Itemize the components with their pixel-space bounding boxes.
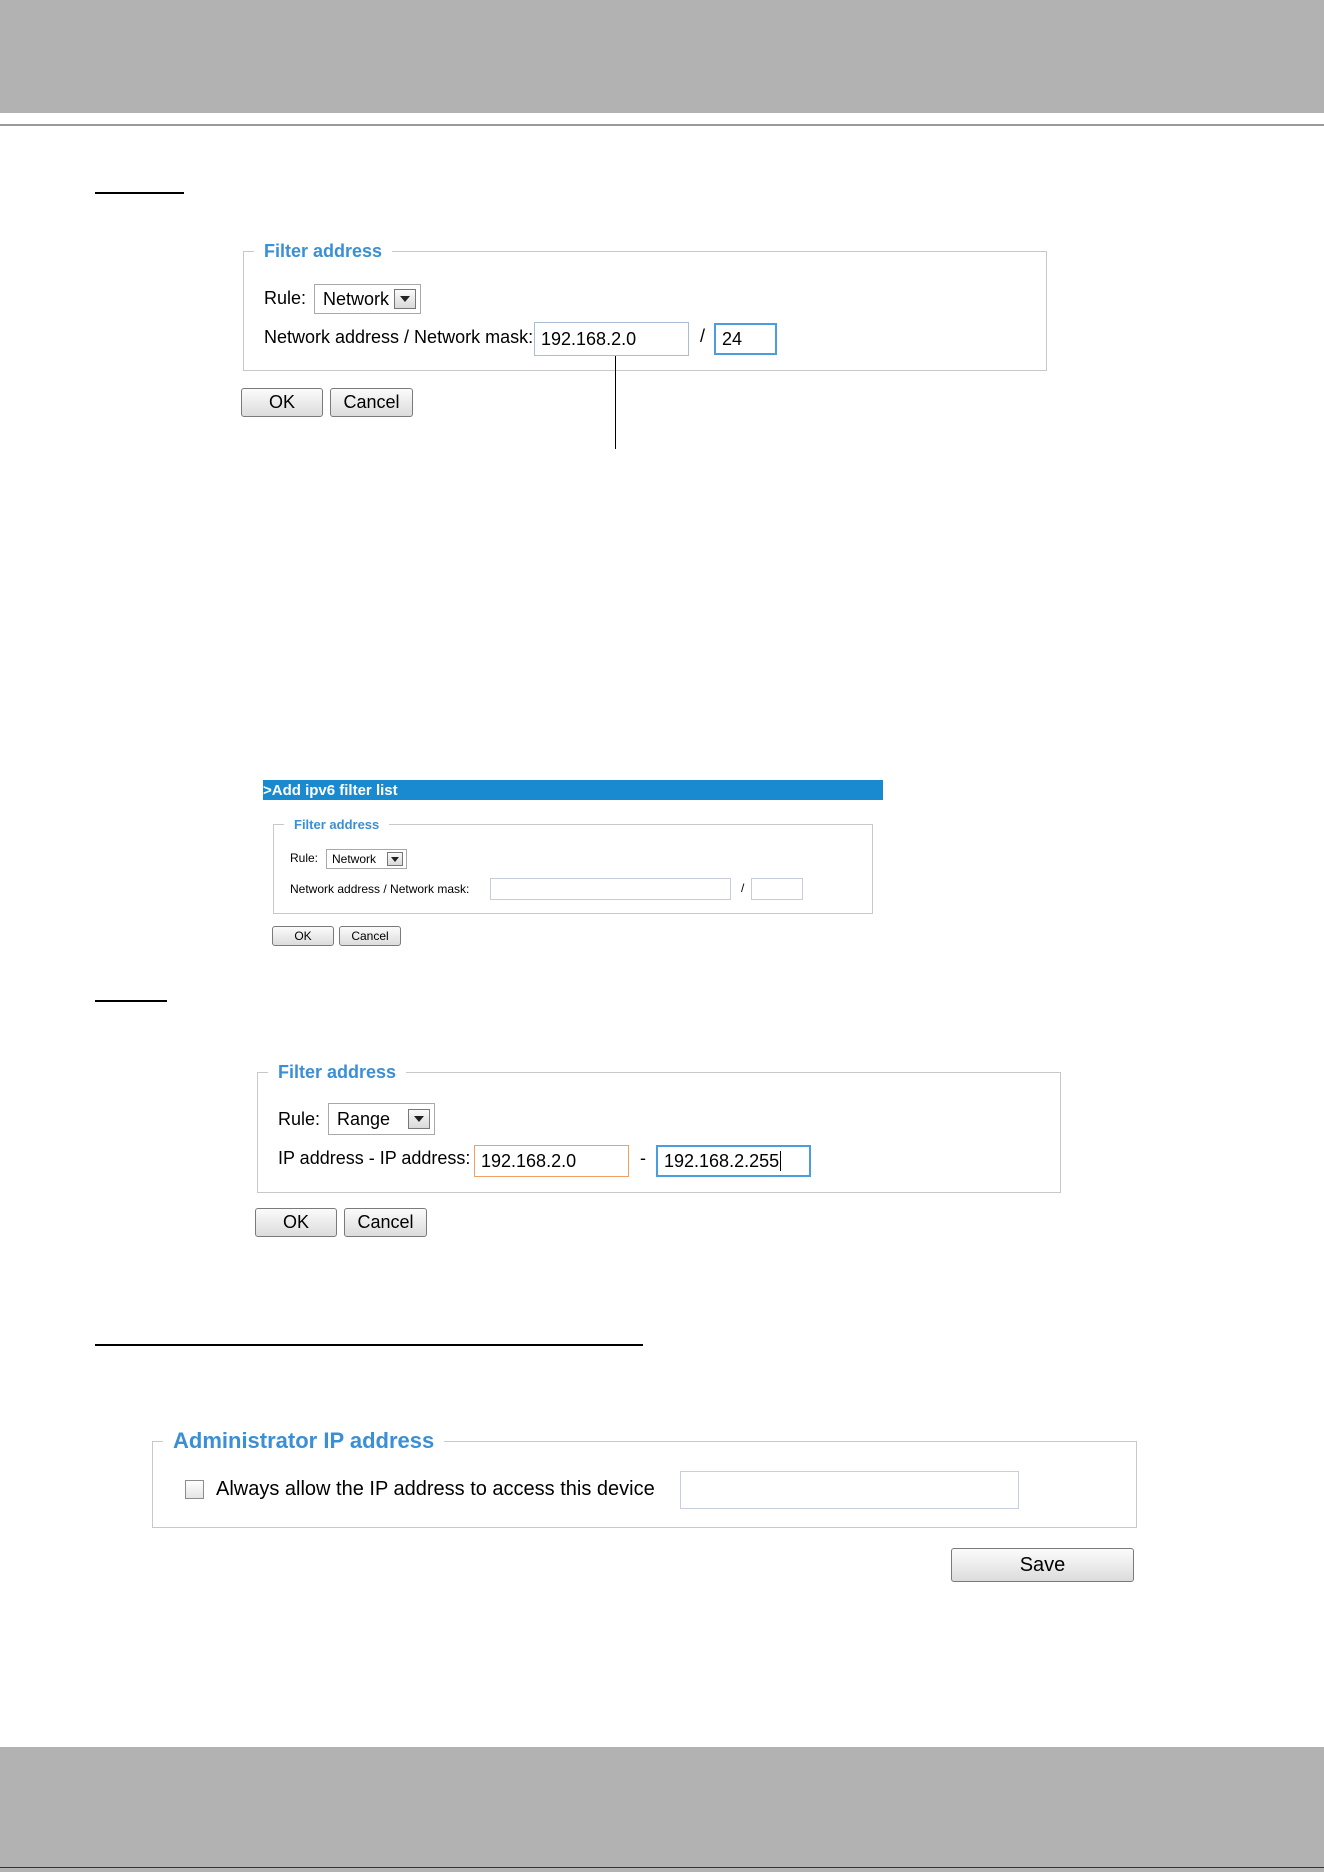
footer-band <box>0 1747 1324 1872</box>
ipv6-filter-title-bar: >Add ipv6 filter list <box>263 780 883 800</box>
rule-select[interactable] <box>314 284 421 314</box>
ipv6-network-address-input[interactable] <box>490 878 731 900</box>
header-band <box>0 0 1324 113</box>
ip-range-label: IP address - IP address: <box>278 1148 471 1168</box>
range-rule-select[interactable] <box>328 1103 435 1135</box>
chevron-down-icon[interactable] <box>394 289 416 309</box>
network-mask-input[interactable]: 24 <box>714 323 777 355</box>
range-cancel-button[interactable]: Cancel <box>344 1208 427 1237</box>
ipv6-group-legend: Filter address <box>294 817 380 832</box>
always-allow-checkbox[interactable] <box>185 1480 204 1499</box>
admin-group-legend: Administrator IP address <box>173 1428 435 1453</box>
ok-button[interactable]: OK <box>241 388 323 417</box>
range-rule-select-value: Range <box>337 1108 391 1129</box>
always-allow-label: Always allow the IP address to access this device <box>216 1478 655 1500</box>
ipv6-network-mask-input[interactable] <box>751 878 803 900</box>
range-start-ip-input[interactable]: 192.168.2.0 <box>474 1145 629 1177</box>
range-rule-label: Rule: <box>278 1109 321 1129</box>
ipv6-rule-select-value: Network <box>332 852 377 866</box>
footer-rule <box>0 1867 1324 1868</box>
admin-ip-input[interactable] <box>680 1471 1019 1509</box>
ipv6-network-address-label: Network address / Network mask: <box>290 882 470 896</box>
text-cursor <box>780 1151 781 1171</box>
save-button[interactable]: Save <box>951 1548 1134 1582</box>
chevron-down-icon[interactable] <box>408 1109 430 1129</box>
header-rule <box>0 124 1324 126</box>
ipv6-rule-select[interactable] <box>326 849 407 869</box>
ipv6-ok-button[interactable]: OK <box>272 926 334 946</box>
range-end-ip-value: 192.168.2.255 <box>664 1150 780 1171</box>
heading-underline-3 <box>95 1344 643 1346</box>
callout-line <box>615 356 616 449</box>
mask-separator: / <box>700 326 706 346</box>
network-address-input[interactable]: 192.168.2.0 <box>534 322 689 356</box>
rule-select-value: Network <box>323 288 390 309</box>
heading-underline-2 <box>95 1000 167 1002</box>
group-legend: Filter address <box>264 241 383 261</box>
chevron-down-icon[interactable] <box>387 852 403 866</box>
range-ok-button[interactable]: OK <box>255 1208 337 1237</box>
ipv6-mask-separator: / <box>741 881 745 895</box>
rule-label: Rule: <box>264 288 307 308</box>
range-separator: - <box>640 1148 646 1168</box>
ipv6-cancel-button[interactable]: Cancel <box>339 926 401 946</box>
network-address-label: Network address / Network mask: <box>264 327 534 347</box>
cancel-button[interactable]: Cancel <box>330 388 413 417</box>
range-group-legend: Filter address <box>278 1062 397 1082</box>
ipv6-rule-label: Rule: <box>290 851 319 865</box>
range-end-ip-input[interactable] <box>656 1145 811 1177</box>
heading-underline-1 <box>95 192 184 194</box>
